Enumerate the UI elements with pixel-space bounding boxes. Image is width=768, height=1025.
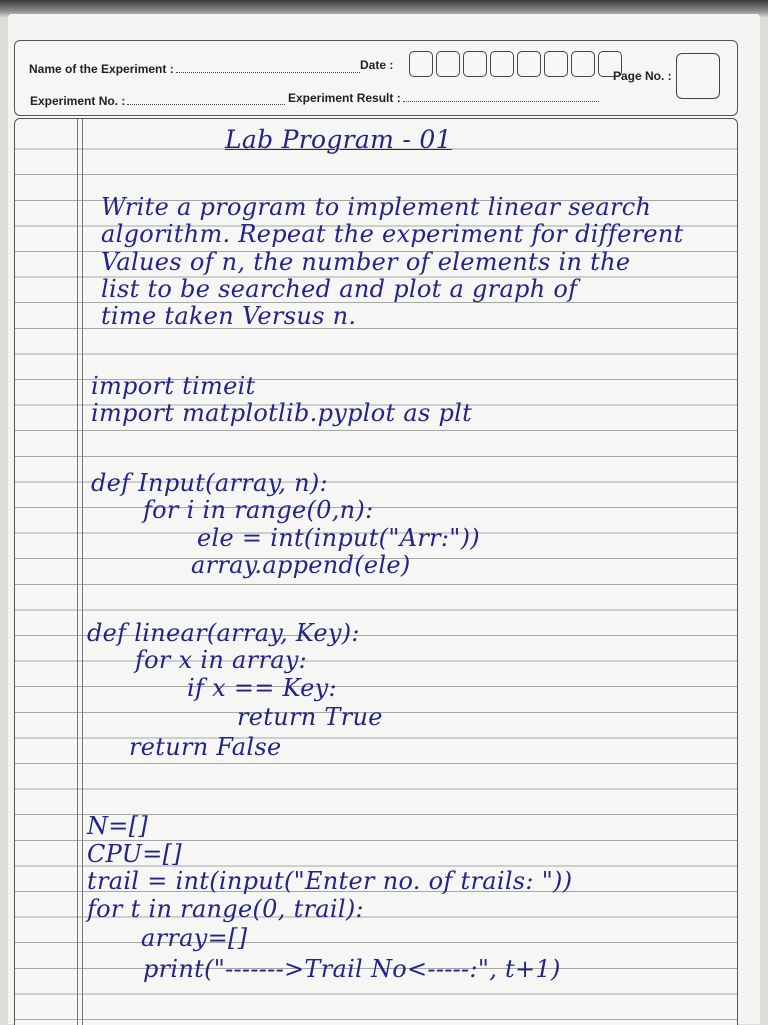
code-line: import matplotlib.pyplot as plt: [91, 399, 473, 427]
date-boxes: [409, 51, 622, 77]
task-line: Write a program to implement linear search: [101, 193, 652, 221]
code-line: for x in array:: [135, 646, 308, 674]
code-line: array=[]: [141, 924, 248, 952]
experiment-name-field: [29, 62, 360, 76]
experiment-no-field: [30, 94, 285, 108]
code-line: return False: [129, 733, 282, 761]
task-line: list to be searched and plot a graph of: [101, 275, 578, 303]
code-line: trail = int(input("Enter no. of trails: ")): [87, 867, 573, 895]
date-box: [436, 51, 460, 77]
task-line: time taken Versus n.: [101, 302, 357, 330]
handwritten-notes: [15, 119, 737, 1025]
date-box: [409, 51, 433, 77]
experiment-header: [14, 40, 738, 116]
experiment-result-label: Experiment Result :: [288, 91, 401, 105]
code-line: def Input(array, n):: [91, 469, 328, 497]
code-line: ele = int(input("Arr:")): [197, 524, 480, 552]
experiment-name-label: Name of the Experiment :: [29, 62, 174, 76]
code-line: import timeit: [91, 372, 256, 400]
date-box: [463, 51, 487, 77]
lab-title: Lab Program - 01: [225, 125, 452, 154]
date-box: [544, 51, 568, 77]
code-line: if x == Key:: [187, 674, 337, 702]
code-line: for t in range(0, trail):: [87, 895, 364, 923]
code-line: array.append(ele): [191, 551, 411, 579]
date-box: [571, 51, 595, 77]
code-line: for i in range(0,n):: [143, 496, 374, 524]
page-no-box: [676, 53, 720, 99]
page-no-label: Page No. :: [613, 69, 672, 83]
experiment-result-field: [288, 91, 599, 105]
ruled-writing-area: [14, 118, 738, 1025]
date-box: [517, 51, 541, 77]
experiment-no-label: Experiment No. :: [30, 94, 126, 108]
code-line: def linear(array, Key):: [87, 619, 360, 647]
task-line: Values of n, the number of elements in the: [101, 248, 631, 276]
code-line: return True: [237, 703, 383, 731]
task-line: algorithm. Repeat the experiment for different: [101, 220, 684, 248]
date-box: [490, 51, 514, 77]
code-line: N=[]: [87, 812, 149, 840]
code-line: CPU=[]: [87, 840, 182, 868]
date-label: Date :: [360, 58, 394, 72]
code-line: print("------->Trail No<-----:", t+1): [143, 955, 561, 983]
